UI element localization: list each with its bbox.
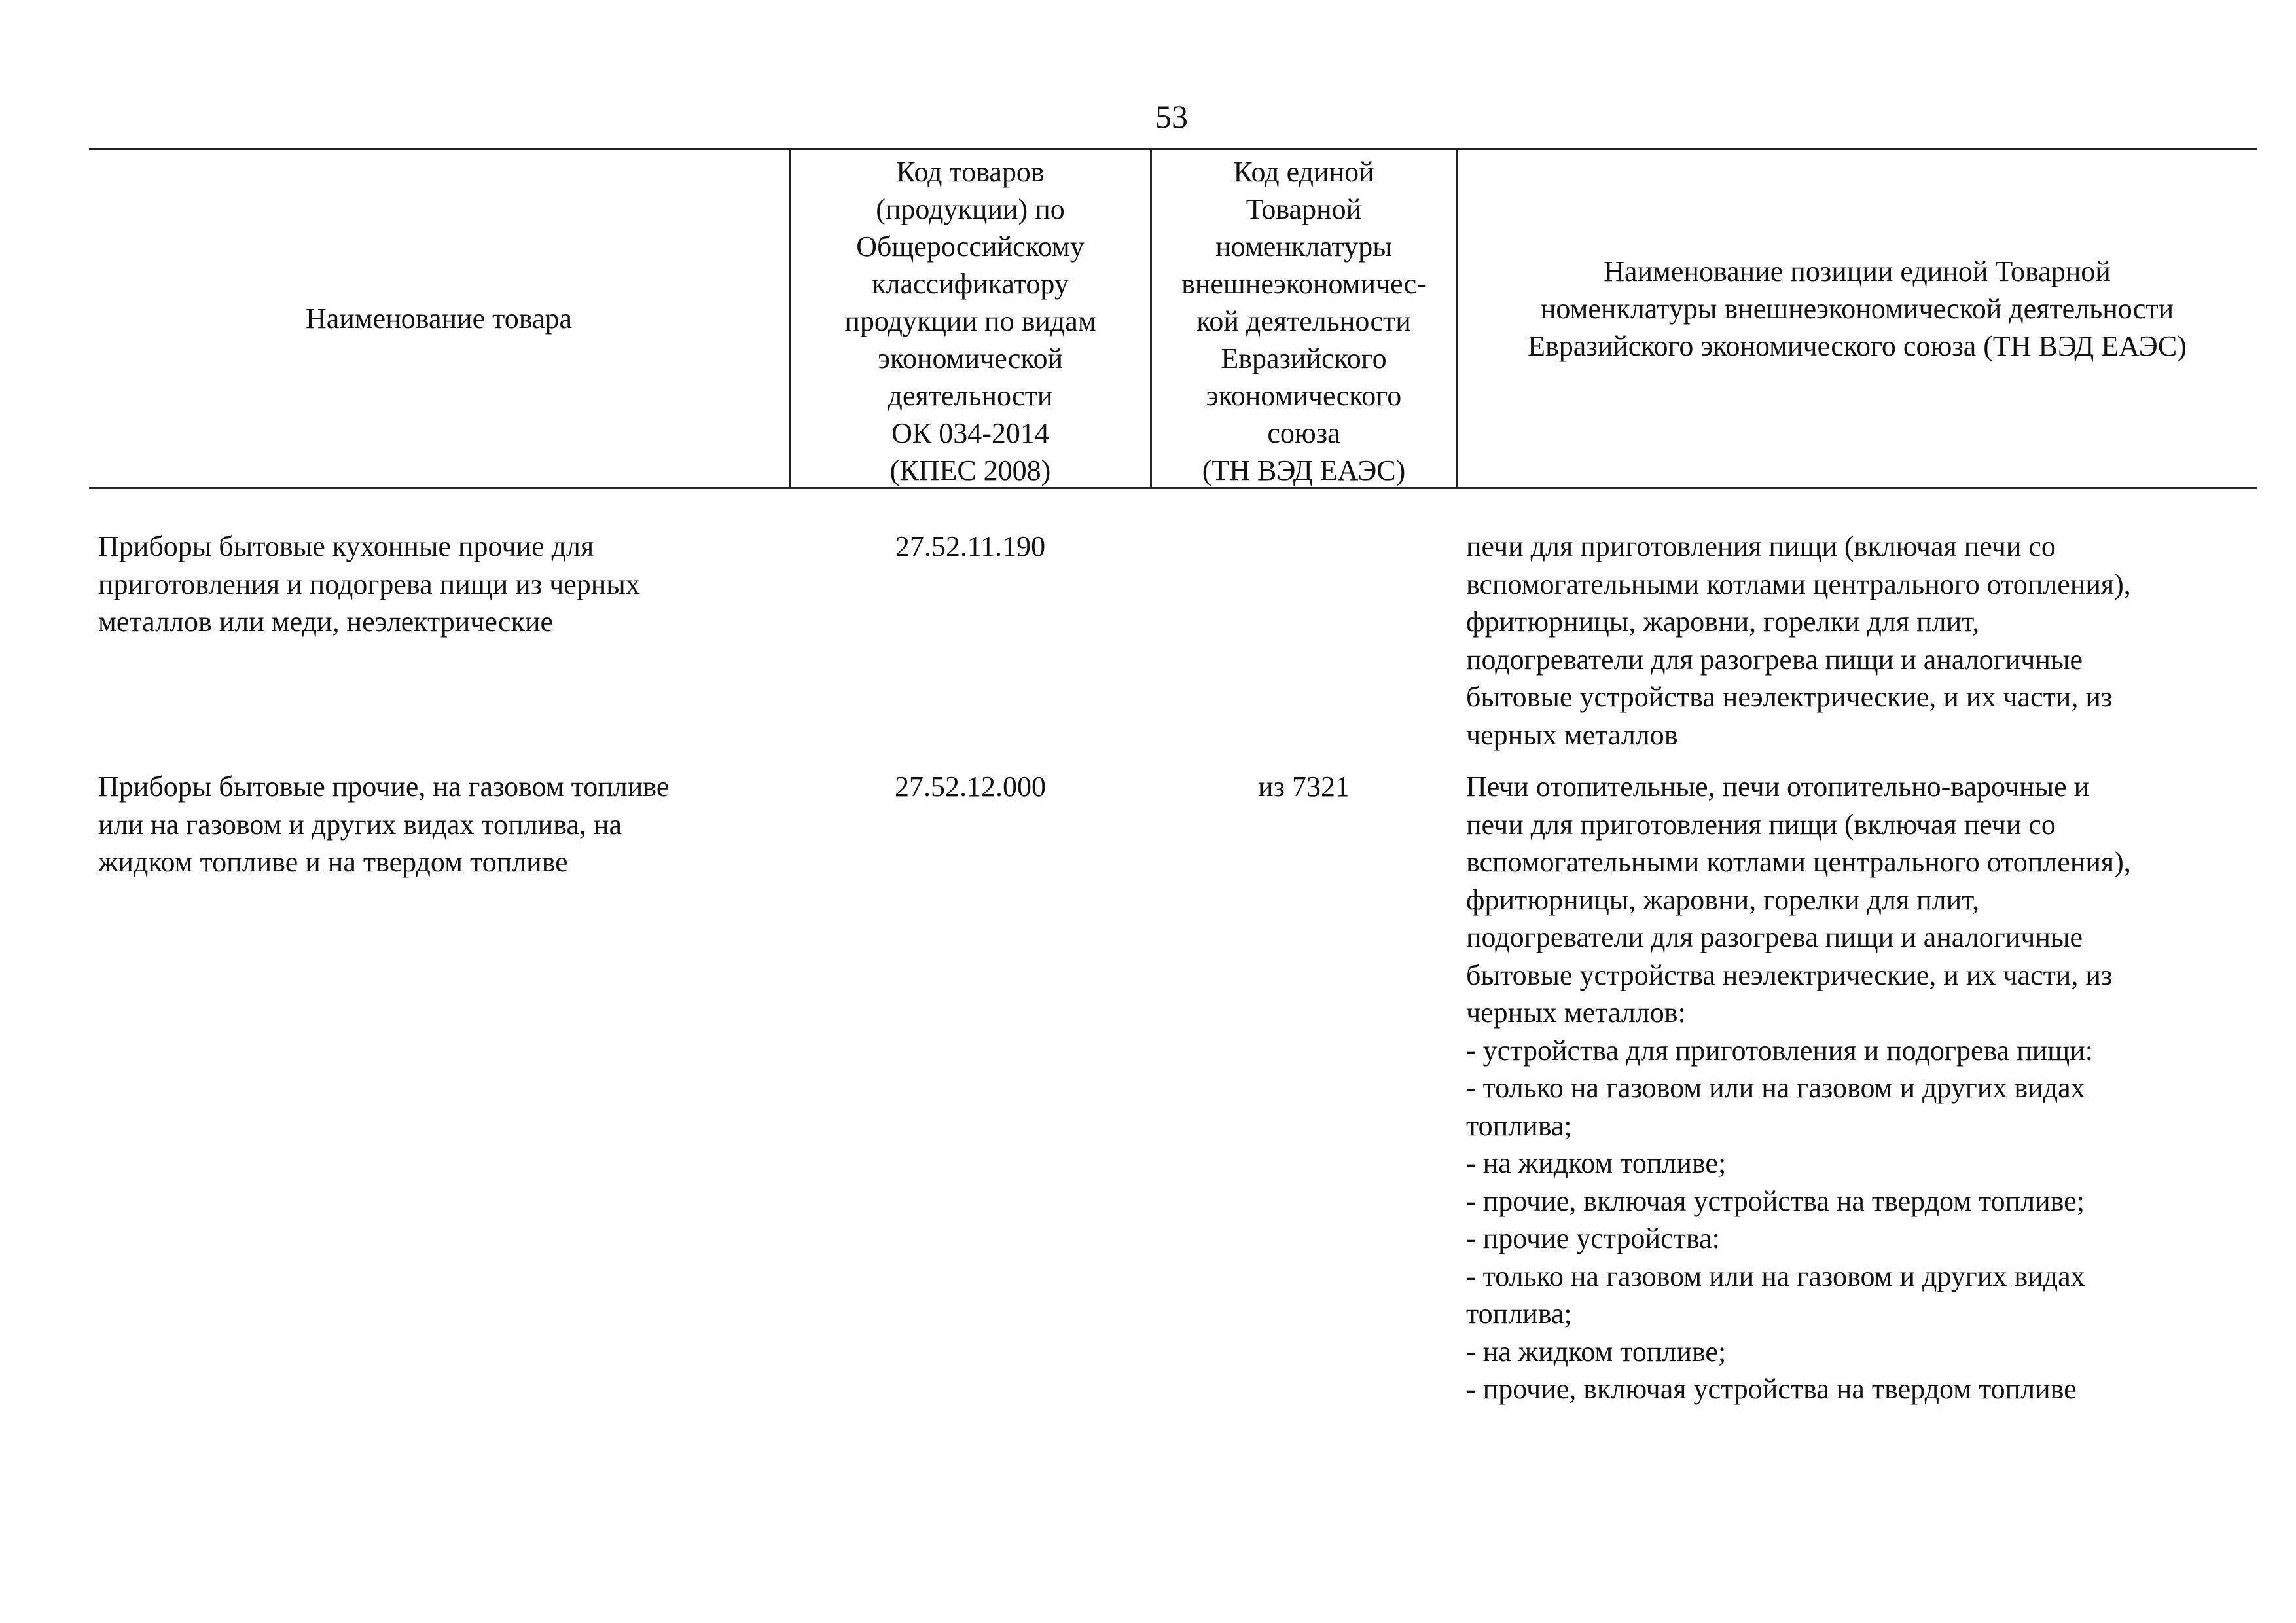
header-line: классификатору [872,268,1069,300]
header-line: внешнеэкономичес- [1181,268,1426,300]
header-line: Общероссийскому [856,230,1085,263]
text-line: Приборы бытовые прочие, на газовом топливе [98,771,670,803]
header-line: Наименование товара [305,302,573,335]
table-header-bottom-rule [89,487,2257,489]
header-line: союза [1267,417,1340,449]
header-line: Код единой [1233,156,1374,188]
text-line: Приборы бытовые кухонные прочие для [98,530,594,562]
header-tn-ved-code [1152,151,1456,486]
text-line: фритюрницы, жаровни, горелки для плит, [1466,606,1980,638]
row2-okpd2-code: 27.52.12.000 [895,771,1046,803]
row2-tn-ved-code: из 7321 [1258,771,1350,803]
header-line: экономического [1206,380,1402,412]
header-line: Евразийского [1221,342,1387,374]
header-line: (ТН ВЭД ЕАЭС) [1202,454,1406,486]
header-line: Товарной [1246,193,1362,225]
text-line: или на газовом и других видах топлива, на [98,808,622,841]
text-line: металлов или меди, неэлектрические [98,606,554,638]
header-product-name [89,151,789,486]
text-line: фритюрницы, жаровни, горелки для плит, [1466,883,1980,916]
text-line: - только на газовом или на газовом и других видах [1466,1072,2085,1104]
row1-tn-ved-name [1466,528,2131,754]
header-line: экономической [877,342,1064,374]
text-line: - прочие, включая устройства на твердом топливе [1466,1373,2077,1405]
row1-product-name [98,528,640,641]
text-line: вспомогательными котлами центрального отопления), [1466,568,2131,600]
text-line: приготовления и подогрева пищи из черных [98,568,640,600]
text-line: подогреватели для разогрева пищи и аналогичные [1466,921,2083,953]
text-line: - прочие устройства: [1466,1222,1720,1254]
header-line: (продукции) по [876,193,1065,225]
header-line: Евразийского экономического союза (ТН ВЭД ЕАЭС) [1528,329,2187,362]
text-line: Печи отопительные, печи отопительно-варочные и [1466,771,2090,803]
text-line: черных металлов: [1466,996,1686,1029]
page-number: 53 [1155,98,1188,135]
text-line: подогреватели для разогрева пищи и аналогичные [1466,643,2083,676]
header-line: продукции по видам [844,305,1096,337]
row2-tn-ved-name [1466,768,2131,1408]
row2-product-name [98,768,669,881]
text-line: черных металлов [1466,718,1678,751]
text-line: печи для приготовления пищи (включая печи со [1466,530,2056,562]
header-line: кой деятельности [1196,305,1411,337]
text-line: - только на газовом или на газовом и других видах [1466,1260,2085,1292]
header-line: Код товаров [896,156,1045,188]
text-line: топлива; [1466,1109,1572,1142]
text-line: вспомогательными котлами центрального отопления), [1466,846,2131,878]
text-line: - прочие, включая устройства на твердом топливе; [1466,1184,2085,1217]
header-line: номенклатуры [1215,230,1392,263]
header-line: (КПЕС 2008) [889,454,1051,486]
text-line: бытовые устройства неэлектрические, и их части, из [1466,681,2113,713]
text-line: - на жидком топливе; [1466,1335,1727,1368]
header-line: Наименование позиции единой Товарной [1604,255,2111,287]
text-line: бытовые устройства неэлектрические, и их части, из [1466,958,2113,991]
header-okpd2-code [791,151,1150,486]
header-line: ОК 034-2014 [891,417,1049,449]
table-top-rule [89,148,2257,150]
text-line: - на жидком топливе; [1466,1147,1727,1179]
text-line: топлива; [1466,1298,1572,1330]
header-tn-ved-name [1458,151,2257,486]
header-line: номенклатуры внешнеэкономической деятельности [1540,292,2174,325]
text-line: - устройства для приготовления и подогрева пищи: [1466,1034,2093,1067]
text-line: жидком топливе и на твердом топливе [98,846,568,878]
header-line: деятельности [888,380,1053,412]
row1-okpd2-code: 27.52.11.190 [895,530,1046,562]
text-line: печи для приготовления пищи (включая печи со [1466,808,2056,841]
